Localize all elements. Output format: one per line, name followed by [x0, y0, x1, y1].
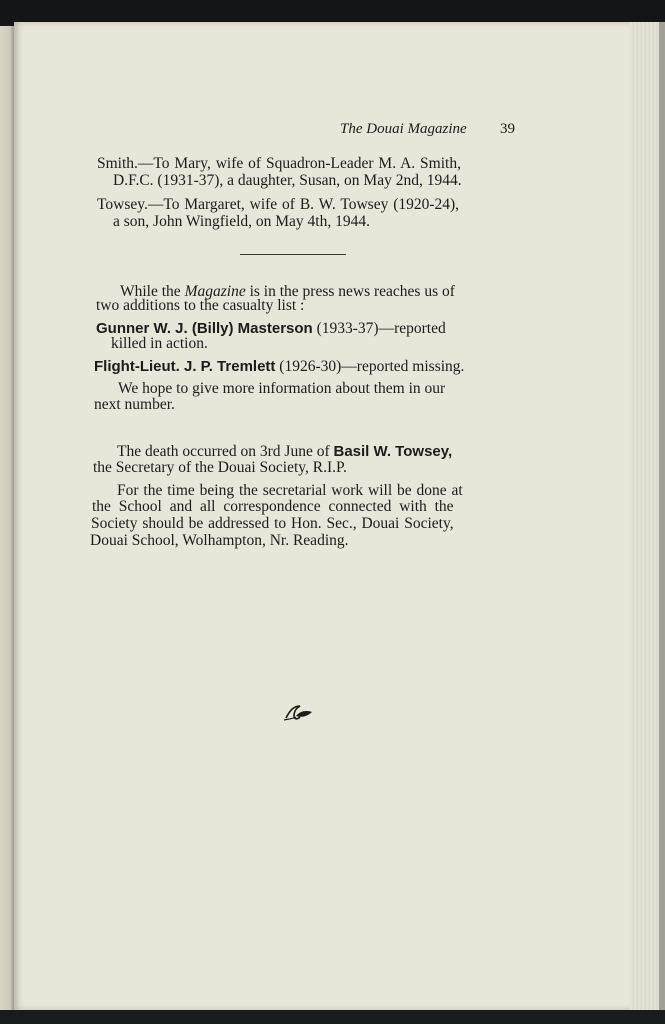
casualty-name-masterson: Gunner W. J. (Billy) Masterson	[96, 320, 313, 337]
death-notice-line2: the Secretary of the Douai Society, R.I.P.	[93, 459, 347, 476]
secretarial-line4: Douai School, Wolhampton, Nr. Reading.	[90, 532, 349, 549]
casualty-hope-line1: We hope to give more information about them in our	[118, 380, 446, 397]
scan-background-top	[0, 0, 665, 24]
casualty-detail-masterson: (1933-37)—reported	[312, 320, 446, 337]
casualty-detail-tremlett: (1926-30)—reported missing.	[275, 358, 465, 375]
announcement-smith-line2: D.F.C. (1931-37), a daughter, Susan, on May 2nd, 1944.	[113, 172, 462, 189]
casualty-hope-line2: next number.	[94, 396, 175, 413]
secretarial-line1: For the time being the secretarial work will be done at	[117, 482, 463, 499]
death-notice-name: Basil W. Towsey,	[333, 443, 453, 460]
casualty-intro-line2: two additions to the casualty list :	[96, 297, 305, 314]
casualty-intro-text: While the	[120, 283, 185, 300]
scan-background-bottom	[0, 1010, 665, 1024]
leaf-flourish-icon	[282, 700, 314, 724]
death-notice-line1	[117, 443, 452, 460]
previous-page-edge	[0, 26, 14, 1010]
section-divider	[240, 254, 346, 255]
secretarial-line2: the School and all correspondence connected with the	[92, 498, 454, 515]
running-title: The Douai Magazine	[340, 121, 467, 137]
page-stack-edges	[630, 22, 665, 1012]
death-notice-text: The death occurred on 3rd June of	[117, 443, 334, 460]
magazine-italic: Magazine	[184, 283, 246, 300]
casualty-entry-masterson-line2: killed in action.	[111, 335, 208, 352]
casualty-entry-tremlett	[94, 358, 464, 375]
announcement-towsey-line2: a son, John Wingfield, on May 4th, 1944.	[113, 213, 370, 230]
announcement-smith-line1: Smith.—To Mary, wife of Squadron-Leader M. A. Smith,	[97, 155, 461, 172]
announcement-towsey-line1: Towsey.—To Margaret, wife of B. W. Towsey (1920-24),	[97, 196, 460, 213]
casualty-intro-text-end: is in the press news reaches us of	[245, 283, 455, 300]
page-number: 39	[500, 121, 515, 137]
secretarial-line3: Society should be addressed to Hon. Sec., Douai Society,	[91, 515, 454, 532]
casualty-name-tremlett: Flight-Lieut. J. P. Tremlett	[94, 358, 276, 375]
